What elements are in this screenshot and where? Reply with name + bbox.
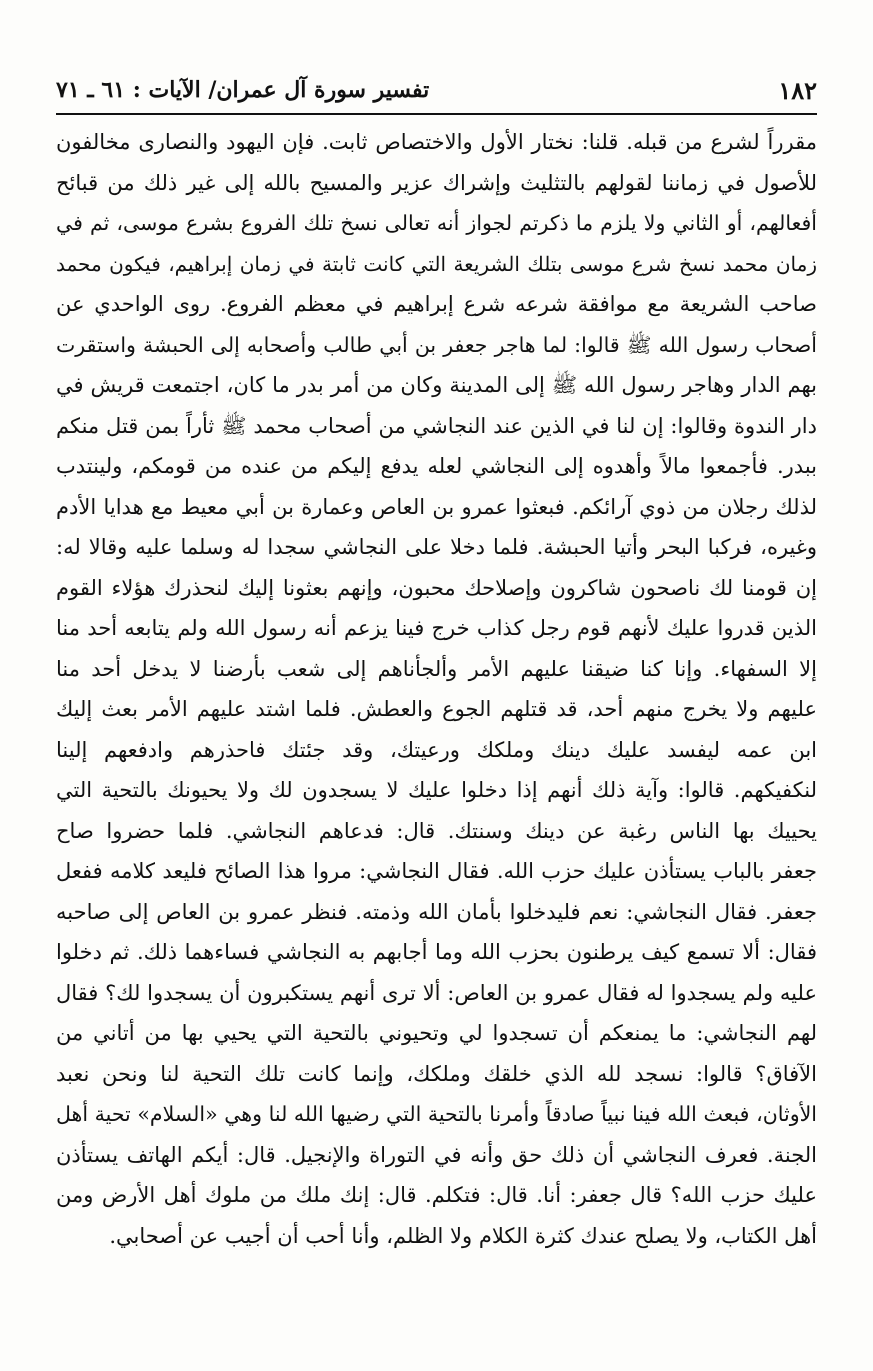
text-line: لنكفيكهم. قالوا: وآية ذلك أنهم إذا دخلوا عليك لا يسجدون لك ولا يحيونك بالتحية التي [56, 778, 817, 802]
text-line: يحييك بها الناس رغبة عن دينك وسنتك. قال: فدعاهم النجاشي. فلما حضروا صاح [56, 818, 817, 843]
text-line: وغيره، فركبا البحر وأتيا الحبشة. فلما دخلا على النجاشي سجدا له وسلما عليه وقالا له: [56, 535, 817, 559]
text-line: ابن عمه ليفسد عليك دينك وملكك ورعيتك، وقد جئتك فاحذرهم وادفعهم إلينا [56, 737, 817, 762]
text-line: ببدر. فأجمعوا مالاً وأهدوه إلى النجاشي لعله يدفع إليكم من عنده من قومكم، ولينتدب [56, 454, 817, 478]
text-line: بهم الدار وهاجر رسول الله ﷺ إلى المدينة وكان من أمر بدر ما كان، اجتمعت قريش في [56, 373, 817, 397]
text-line: أصحاب رسول الله ﷺ قالوا: لما هاجر جعفر بن أبي طالب وأصحابه إلى الحبشة واستقرت [56, 332, 817, 357]
page-number: ١٨٢ [778, 75, 817, 105]
page-header [56, 70, 817, 110]
text-line: عليهم ولا يخرج منهم أحد، قد قتلهم الجوع والعطش. فلما اشتد عليهم الأمر بعث إليك [56, 697, 817, 721]
text-line: الأوثان، فبعث الله فينا نبياً صادقاً وأمرنا بالتحية التي رضيها الله لنا وهي «السلام» تحية أهل [56, 1102, 817, 1126]
text-line: لذلك رجلان من ذوي آرائكم. فبعثوا عمرو بن العاص وعمارة بن أبي معيط مع هدايا الأدم [56, 494, 817, 519]
text-line: مقرراً لشرع من قبله. قلنا: نختار الأول والاختصاص ثابت. فإن اليهود والنصارى مخالفون [56, 130, 817, 154]
text-line: الذين قدروا عليك لأنهم قوم رجل كذاب خرج فينا يزعم أنه رسول الله ولم يتابعه أحد منا [56, 616, 817, 640]
text-line: إلا السفهاء. وإنا كنا ضيقنا عليهم الأمر وألجأناهم إلى شعب بأرضنا لا يدخل أحد منا [56, 656, 817, 681]
text-line: لهم النجاشي: ما يمنعكم أن تسجدوا لي وتحيوني بالتحية التي يحيي بها من أتاني من [56, 1021, 817, 1045]
text-line: الجنة. فعرف النجاشي أن ذلك حق وأنه في التوراة والإنجيل. قال: أيكم الهاتف يستأذن [56, 1142, 817, 1167]
text-line-last: أهل الكتاب، ولا يصلح عندك كثرة الكلام ولا الظلم، وأنا أحب أن أجيب عن أصحابي. [109, 1223, 817, 1248]
running-title: تفسير سورة آل عمران/ الآيات : ٦١ ـ ٧١ [56, 77, 430, 103]
header-divider [56, 113, 817, 115]
text-line: أفعالهم، أو الثاني ولا يلزم ما ذكرتم لجواز أنه تعالى نسخ تلك الفروع بشرع موسى، ثم في [56, 211, 817, 235]
text-line: جعفر بالباب يستأذن عليك حزب الله. فقال النجاشي: مروا هذا الصائح فليعد كلامه ففعل [56, 859, 817, 883]
text-line: الآفاق؟ قالوا: نسجد لله الذي خلقك وملكك، وإنما كانت تلك التحية لنا ونحن نعبد [56, 1061, 817, 1086]
text-line: عليك حزب الله؟ قال جعفر: أنا. قال: فتكلم. قال: إنك ملك من ملوك أهل الأرض ومن [56, 1183, 817, 1207]
text-line: عليه ولم يسجدوا له فقال عمرو بن العاص: ألا ترى أنهم يستكبرون أن يسجدوا لك؟ فقال [56, 980, 817, 1005]
text-line: زمان محمد نسخ شرع موسى بتلك الشريعة التي كانت ثابتة في زمان إبراهيم، فيكون محمد [56, 251, 817, 276]
body-text [56, 122, 817, 1256]
text-line: صاحب الشريعة مع موافقة شرعه شرع إبراهيم في معظم الفروع. روى الواحدي عن [56, 292, 817, 316]
text-line: دار الندوة وقالوا: إن لنا في الذين عند النجاشي من أصحاب محمد ﷺ ثأراً بمن قتل منكم [56, 413, 817, 438]
text-line: فقال: ألا تسمع كيف يرطنون بحزب الله وما أجابهم به النجاشي فساءهما ذلك. ثم دخلوا [56, 940, 817, 964]
text-line: إن قومنا لك ناصحون شاكرون وإصلاحك محبون، وإنهم بعثونا إليك لنحذرك هؤلاء القوم [56, 575, 817, 600]
text-line: جعفر. فقال النجاشي: نعم فليدخلوا بأمان الله وذمته. فنظر عمرو بن العاص إلى صاحبه [56, 899, 817, 924]
text-line: للأصول في زماننا لقولهم بالتثليث وإشراك عزير والمسيح بالله إلى غير ذلك من قبائح [56, 170, 817, 195]
